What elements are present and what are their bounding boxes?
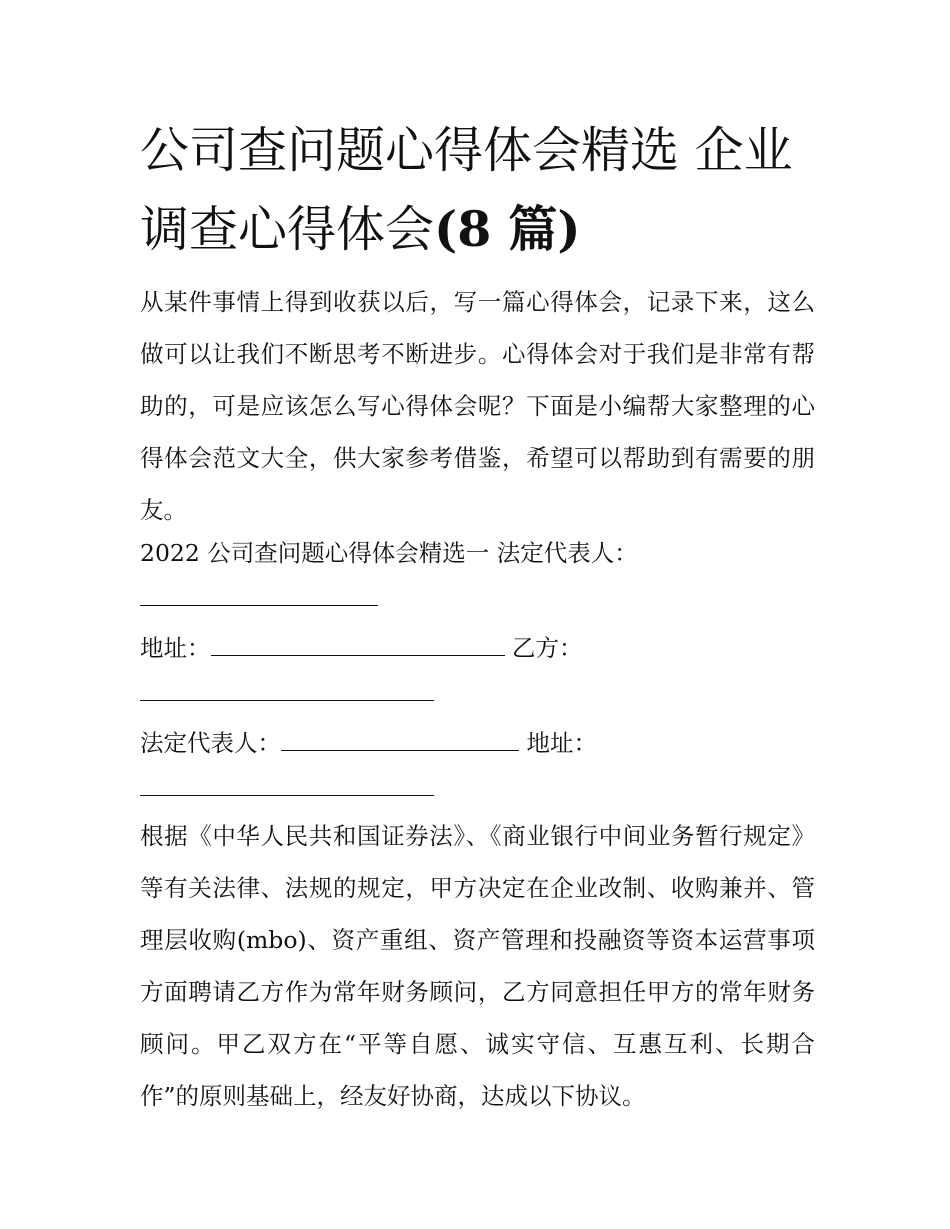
legal-rep-blank [281, 730, 519, 751]
address-2-blank-line [140, 795, 434, 796]
address-row [140, 622, 582, 674]
address-blank [211, 635, 505, 656]
section-heading: 2022 公司查问题心得体会精选一 法定代表人： [140, 539, 638, 567]
document-title [140, 112, 820, 269]
legal-rep-row [140, 717, 597, 769]
intro-paragraph: 从某件事情上得到收获以后，写一篇心得体会，记录下来，这么做可以让我们不断思考不断进步。心得体会对于我们是非常有帮助的，可是应该怎么写心得体会呢？下面是小编帮大家整理的心得体会范文大全，供大家参考借鉴，希望可以帮助到有需要的朋友。 [140, 288, 815, 524]
title-line-2: 调查心得体会 [140, 201, 435, 258]
party-b-label: 乙方： [511, 634, 583, 662]
legal-rep-blank-line [140, 605, 378, 606]
title-count: (8 篇) [434, 200, 581, 258]
address-label: 地址： [140, 634, 211, 662]
party-b-blank-line [140, 700, 434, 701]
address-label-2: 地址： [526, 729, 597, 757]
legal-rep-label: 法定代表人： [140, 729, 281, 757]
contract-paragraph: 根据《中华人民共和国证券法》、《商业银行中间业务暂行规定》等有关法律、法规的规定，甲方决定在企业改制、收购兼并、管理层收购(mbo)、资产重组、资产管理和投融资等资本运营事项方面聘请乙方作为常年财务顾问，乙方同意担任甲方的常年财务顾问。甲乙双方在“平等自愿、诚实守信、互惠互利、长期合作”的原则基础上，经友好协商，达成以下协议。 [140, 822, 815, 1110]
title-line-1: 公司查问题心得体会精选 企业 [140, 122, 793, 179]
